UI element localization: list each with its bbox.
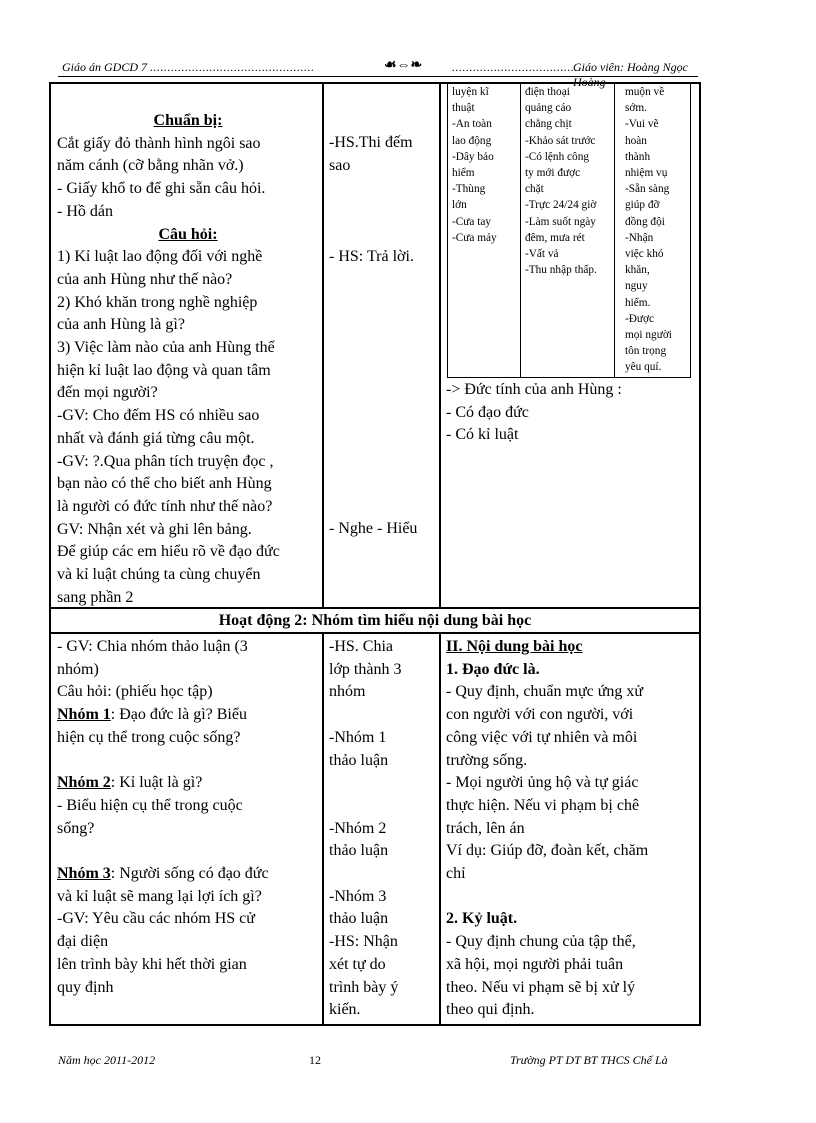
header-dots: ....................................... <box>452 60 589 74</box>
student-activity: -HS.Thi đếm <box>329 134 413 151</box>
text-line: -Thu nhập thấp. <box>525 264 597 277</box>
text-span: : Kỉ luật là gì? <box>110 774 203 792</box>
question-line: 3) Việc làm nào của anh Hùng thể <box>57 339 275 357</box>
question-line: GV: Nhận xét và ghi lên bảng. <box>57 520 252 538</box>
text-line: giúp đỡ <box>625 199 660 212</box>
section1-col2-a <box>329 132 437 177</box>
footer-school: Trường PT DT BT THCS Chế Là <box>510 1053 668 1067</box>
inner-col-a <box>452 84 518 246</box>
text-line: thảo luận <box>329 751 389 769</box>
text-line: điện thoại <box>525 86 570 98</box>
content-title: II. Nội dung bài học <box>446 638 583 655</box>
text-line: chặt <box>525 183 544 196</box>
text-line: trường sống. <box>446 751 528 769</box>
text-line: -Vất vả <box>525 248 559 261</box>
text-line: kiến. <box>329 1001 361 1019</box>
text-line: yêu quí. <box>625 361 662 374</box>
text-line: -Cưa máy <box>452 231 497 244</box>
text-line: sớm. <box>625 102 647 115</box>
question-line: đến mọi người? <box>57 384 158 402</box>
question-line: 1) Kỉ luật lao động đối với nghề <box>57 248 263 266</box>
question-line: là người có đức tính như thế nào? <box>57 497 273 515</box>
text-line: lao động <box>452 134 492 147</box>
text-line: - Quy định, chuẩn mực ứng xử <box>446 683 644 701</box>
text-span: ............................................... <box>150 60 315 74</box>
text-line: luyện kĩ <box>452 86 489 98</box>
question-line: bạn nào có thể cho biết anh Hùng <box>57 475 272 493</box>
footer-year: Năm học 2011-2012 <box>58 1053 156 1067</box>
text-line: -Được <box>625 312 655 325</box>
text-line: và kỉ luật sẽ mang lại lợi ích gì? <box>57 887 262 905</box>
group1-label: Nhóm 1 <box>57 706 111 724</box>
text-line: nhóm <box>329 683 366 701</box>
text-line: quảng cáo <box>525 102 572 115</box>
text-line: -Làm suốt ngày <box>525 215 596 228</box>
text-line: - Mọi người ủng hộ và tự giác <box>446 774 639 792</box>
text-line: mọi người <box>625 329 672 342</box>
text-line: ty mới được <box>525 167 581 180</box>
question-line: -GV: ?.Qua phân tích truyện đọc , <box>57 452 274 470</box>
text-line: lớn <box>452 199 467 212</box>
section1-col2-b <box>329 246 437 269</box>
text-line: theo qui định. <box>446 1001 535 1019</box>
text-line: xét tự do <box>329 955 386 973</box>
text-line: lớp thành 3 <box>329 660 402 678</box>
text-line: -HS. Chia <box>329 638 393 655</box>
group3-label: Nhóm 3 <box>57 865 111 883</box>
section1-col1 <box>57 110 319 609</box>
text-span: : Người sống có đạo đức <box>110 865 269 883</box>
text-line: đêm, mưa rét <box>525 231 585 244</box>
virtue-summary <box>446 379 696 447</box>
text-line: -Khảo sát trước <box>525 134 596 147</box>
text-line: Ví dụ: Giúp đỡ, đoàn kết, chăm <box>446 842 649 860</box>
text-line: quy định <box>57 978 114 996</box>
prep-line: Cắt giấy đỏ thành hình ngôi sao <box>57 134 261 152</box>
text-line: Câu hỏi: (phiếu học tập) <box>57 683 213 701</box>
question-line: sang phần 2 <box>57 588 134 606</box>
prep-title: Chuẩn bị: <box>153 112 223 129</box>
question-line: nhất và đánh giá từng câu một. <box>57 429 255 447</box>
activity2-title: Hoạt động 2: Nhóm tìm hiểu nội dung bài học <box>218 612 532 629</box>
header-right: Giáo viên: Hoàng Ngọc <box>573 60 688 74</box>
prep-line: - Hồ dán <box>57 202 113 220</box>
text-line: lên trình bày khi hết thời gian <box>57 955 247 973</box>
text-line: tôn trọng <box>625 345 667 358</box>
question-line: 2) Khó khăn trong nghề nghiệp <box>57 293 258 311</box>
text-line: -Có lệnh công <box>525 150 590 163</box>
question-line: hiện kỉ luật lao động và quan tâm <box>57 361 271 379</box>
text-line: -Dây bảo <box>452 150 494 163</box>
question-line: của anh Hùng là gì? <box>57 316 185 334</box>
text-line: - Có đạo đức <box>446 403 529 421</box>
text-line: - Có kỉ luật <box>446 426 519 444</box>
heading-discipline: 2. Kỷ luật. <box>446 910 518 928</box>
student-activity: - HS: Trả lời. <box>329 248 414 265</box>
text-line: thảo luận <box>329 910 389 928</box>
text-line: -Trực 24/24 giờ <box>525 199 597 212</box>
text-line: - GV: Chia nhóm thảo luận (3 <box>57 638 248 655</box>
text-line: muộn về <box>625 86 665 98</box>
text-line: nguy <box>625 280 648 293</box>
prep-line: năm cánh (cỡ bằng nhãn vở.) <box>57 157 244 175</box>
text-line: trình bày ý <box>329 978 399 996</box>
text-line: trách, lên án <box>446 819 525 837</box>
inner-col-c <box>625 84 689 376</box>
question-title: Câu hỏi: <box>158 225 218 243</box>
section2-col1 <box>57 636 319 999</box>
text-line: - Biểu hiện cụ thể trong cuộc <box>57 796 243 814</box>
text-line: thảo luận <box>329 842 389 860</box>
student-activity: sao <box>329 156 351 174</box>
question-line: Để giúp các em hiểu rõ về đạo đức <box>57 543 280 561</box>
inner-col-b <box>525 84 613 278</box>
text-line: nhiệm vụ <box>625 167 668 180</box>
text-line: việc khó <box>625 248 664 261</box>
text-line: khăn, <box>625 264 650 277</box>
text-line: thực hiện. Nếu vi phạm bị chê <box>446 796 640 814</box>
text-line: -GV: Yêu cầu các nhóm HS cử <box>57 910 255 928</box>
text-line: công việc với tự nhiên và môi <box>446 728 638 746</box>
question-line: -GV: Cho đếm HS có nhiều sao <box>57 407 260 425</box>
text-line: hiểm. <box>625 296 651 309</box>
text-line: nhóm) <box>57 660 99 678</box>
text-line: xã hội, mọi người phải tuân <box>446 955 624 973</box>
ornament-symbol: ☙⇔❧ <box>384 58 423 73</box>
text-line: -Nhóm 2 <box>329 819 387 837</box>
heading-ethics: 1. Đạo đức là. <box>446 660 540 678</box>
text-line: hoàn <box>625 134 647 147</box>
text-line: hiểm <box>452 167 475 180</box>
student-activity: - Nghe - Hiểu <box>329 520 418 537</box>
text-line: -Thùng <box>452 183 486 196</box>
text-line: đại diện <box>57 933 109 951</box>
page-number: 12 <box>309 1053 321 1067</box>
text-span: : Đạo đức là gì? Biểu <box>110 706 247 724</box>
text-line: -Sẵn sàng <box>625 183 670 196</box>
text-line: -Nhận <box>625 231 654 244</box>
text-line: con người với con người, với <box>446 706 634 724</box>
text-line: -> Đức tính của anh Hùng : <box>446 381 622 398</box>
question-line: và kỉ luật chúng ta cùng chuyển <box>57 566 261 584</box>
section1-col2-c <box>329 518 437 541</box>
section2-col3 <box>446 636 696 1022</box>
section2-col2 <box>329 636 437 1022</box>
question-line: của anh Hùng như thế nào? <box>57 270 233 288</box>
text-line: hiện cụ thể trong cuộc sống? <box>57 728 241 746</box>
text-line: đồng đội <box>625 215 665 228</box>
prep-line: - Giấy khổ to để ghi sẵn câu hỏi. <box>57 180 266 198</box>
text-line: -Cưa tay <box>452 215 492 228</box>
text-line: -Vui vẽ <box>625 118 659 131</box>
text-line: theo. Nếu vi phạm sẽ bị xử lý <box>446 978 636 996</box>
text-line: chằng chịt <box>525 118 572 131</box>
header-left <box>62 60 315 75</box>
text-span: Giáo án GDCD 7 <box>62 60 148 74</box>
text-line: -Nhóm 1 <box>329 728 387 746</box>
text-line: chỉ <box>446 865 466 883</box>
text-line: -An toàn <box>452 118 492 131</box>
group2-label: Nhóm 2 <box>57 774 111 792</box>
text-line: thuật <box>452 102 475 115</box>
text-line: - Quy định chung của tập thể, <box>446 933 636 951</box>
text-line: -HS: Nhận <box>329 933 398 951</box>
page-header <box>58 58 698 77</box>
text-line: sống? <box>57 819 95 837</box>
text-line: -Nhóm 3 <box>329 887 387 905</box>
text-line: thành <box>625 150 651 163</box>
